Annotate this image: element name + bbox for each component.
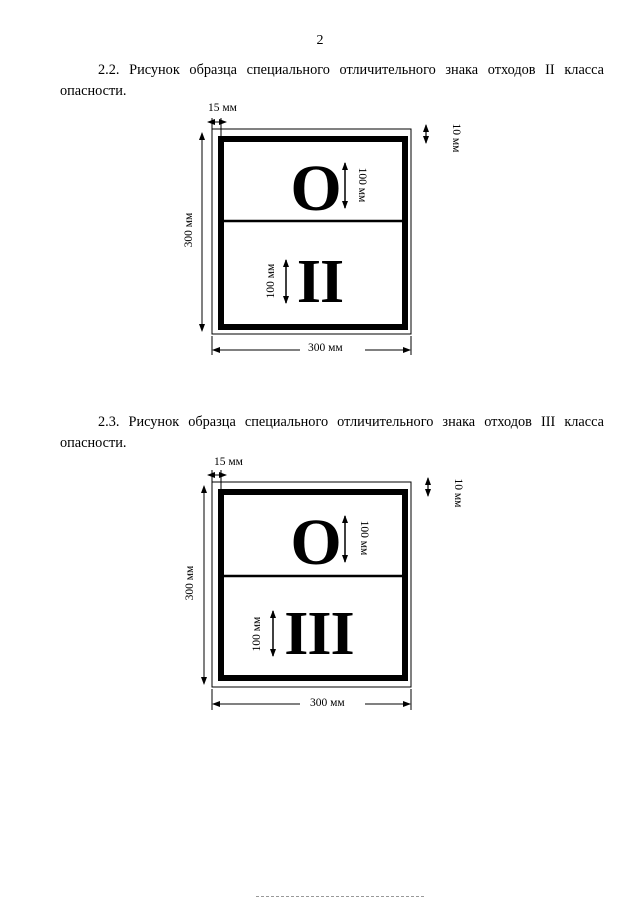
sign-letter-top-class-2: О (290, 152, 342, 225)
dim-height-class-2: 300 мм (183, 212, 195, 248)
hazard-class-numeral-2: II (296, 248, 344, 316)
dim-width-class-2: 300 мм (308, 342, 343, 354)
sign-letter-top-class-3: О (290, 506, 342, 579)
page-number: 2 (316, 33, 324, 48)
dim-letter-top-class-2: 100 мм (356, 167, 368, 203)
dim-margin-class-2: 10 мм (450, 123, 462, 153)
dim-width-class-3: 300 мм (310, 697, 345, 709)
hazard-class-numeral-3: III (284, 600, 354, 668)
section-2-3-caption: 2.3. Рисунок образца специального отличительного знака отходов III класса опасности. (60, 414, 604, 451)
dim-border-class-2: 15 мм (208, 102, 237, 114)
dim-border-class-3: 15 мм (214, 456, 243, 468)
footer-rule (256, 896, 424, 897)
dim-margin-class-3: 10 мм (452, 478, 464, 508)
dim-letter-bottom-class-2: 100 мм (265, 263, 277, 299)
dim-letter-top-class-3: 100 мм (358, 520, 370, 556)
section-2-2-caption: 2.2. Рисунок образца специального отличительного знака отходов II класса опасности. (60, 62, 604, 99)
dim-height-class-3: 300 мм (184, 565, 196, 601)
dim-letter-bottom-class-3: 100 мм (251, 616, 263, 652)
